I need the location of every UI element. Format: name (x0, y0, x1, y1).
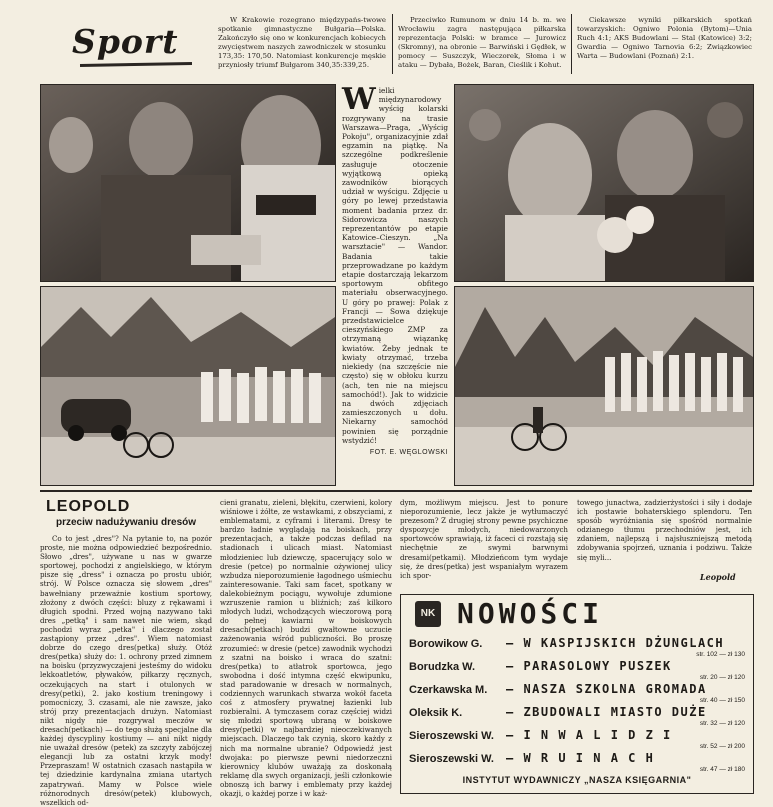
book-price: str. 47 — zł 180 (699, 766, 745, 773)
leopold-subtitle: przeciw nadużywaniu dresów (56, 517, 197, 528)
book-author: Sieroszewski W. (409, 753, 494, 765)
race-car-crowd-photo (40, 286, 336, 486)
women-flowers-photo (454, 84, 754, 282)
ad-heading: NOWOŚCI (457, 597, 604, 630)
book-title: — W R U I N A C H (506, 751, 655, 765)
publisher-logo-text: NK (420, 608, 436, 619)
book-author: Sieroszewski W. (409, 730, 494, 742)
race-crowd-photo (454, 286, 754, 486)
news-item-gymnastics: W Krakowie rozegrano międzypańs-twowe spotkanie gimnastyczne Bułgaria—Polska. Zakończyło się ono w konkurencjach kobiecych zwycięstwem naszych zawodniczek w stosunku 173,35: 170,50. Natomiast konkurencje męskie przyniosły triumf Bułgarom 340,35:339,25. (218, 16, 386, 69)
leopold-title: LEOPOLD (46, 498, 131, 515)
book-title: — I N W A L I D Z I (506, 728, 672, 742)
publisher-name: INSTYTUT WYDAWNICZY „NASZA KSIĘGARNIA" (462, 775, 692, 785)
news-item-football-results: Ciekawsze wyniki piłkarskich spotkań towarzyskich: Ogniwo Polonia (Bytom)—Unia Ruch 4:1; AKS Budowlani — Stal (Katowice) 3:2; Gwardia — Ogniwo Tarnovia 6:2; Związkowiec Warta — Budowlani (Poznań) 2:1. (577, 16, 752, 60)
cyclist-image (41, 85, 335, 281)
leopold-column-3: dym, możliwym miejscu. Jest to ponure nieporozumienie, lecz jakże je wytłumaczyć prezesom? Z drugiej strony pewne psychiczne dyspozycje młodych, niedowarzonych sportowców sprawiają, iż faceci ci rozstają się niechętnie ze swymi barwnymi dresami(petkami). Młodzieńcom tym wydaje się, że dres(petka) jest wspaniałym wyrazem ich spor- (400, 498, 568, 580)
section-divider (40, 490, 752, 492)
sport-logo-underline (80, 62, 192, 67)
leopold-column-2: cieni granatu, zieleni, błękitu, czerwieni, kolory wiśniowe i żółte, ze wstawkami, z obszyciami, z emblematami, z cyframi i literami. Dresy te bardzo ładnie wyglądają na boiskach, przy prezentacjach, a także podczas defilad na stadionach i ulicach miast. Natomiast młodzieniec lub dziewczę, spacerujący solo w dresie (petce) po normalnie ożywionej ulicy wzbudza nieporozumienie łagodnego uśmiechu zainteresowanie. Taki sam facet, spotkany w dalekobieżnym pociągu, wywołuje zdumione wzruszenie ramion u bliźnich; zaś kilkoro młodych ludzi, wchodzących wieczorową porą do pełnej kawiarni w boiskowych dresach(petkach) budzi gwałtowne uczucie zażenowania wśród publiczności. Bo proszę zrozumieć: w dresie (petce) zawodnik wychodzi z szatni na boisko i wraca do szatni: dres(petka) to atłatrok sportowca, jego swobodna i dość intymna część ekwipunku, stad paradowanie w dresach w normalnych, codziennych warunkach stwarza wokół faceta coś z atmosfery prywatnej łazienki lub rozbieralni. A tymczasem coraz częściej widzi się młodzi sportową ubraną w boiskowe dresy(petki) w najbardziej nieoczekiwanych miejscach. Dlaczego tak czynią, skoro każdy z nich ma normalne ubranie? Odpowiedź jest dwojaka: po pierwsze pewni niedorzeczni kierownicy klubów uważają za doskonałą reklamę dla swych organizacji, jeśli członkowie obnoszą ich barwy i emblematy przy każdej okazji, o każdej porze i w każ- (220, 498, 392, 798)
book-author: Borowikow G. (409, 638, 483, 650)
book-advertisement (400, 594, 754, 794)
wyscig-body: ielki międzynarodowy wyścig kolarski rozgrywany na trasie Warszawa—Praga, „Wyścig Pokoju", organizacyjnie zdał egzamin na piątkę. Na szczególne podkreślenie zasługuje otoczenie wyjątkową opieką zawodników biorących udział w wyścigu. Zdjęcie u góry po lewej przedstawia moment badania przez dr. Sidorowicza naszych reprezentantów po etapie Katowice–Cieszyn. „Na warsztacie" — Wandor. Badania takie przeprowadzane po każdym etapie dostarczają lekarzom sportowym obfitego materiału obserwacyjnego. U góry po prawej: Polak z Francji — Sowa dziękuje przedstawicielce cieszyńskiego ZMP za otrzymaną wiązankę kwiatów. Żeby jednak te kwiaty otrzymać, trzeba niekiedy (na szczęście nie często) się w obłoku kurzu (ach, ten nie na miejscu samochód!). Jak to widzicie na dwóch zdjęciach zamieszczonych u dołu. Niekarny samochód powinien się porządnie wstydzić! (342, 86, 448, 445)
book-title: — W KASPIJSKICH DŻUNGLACH (506, 636, 725, 650)
wyscig-article-text (342, 82, 448, 445)
book-title: — NASZA SZKOLNA GROMADA (506, 682, 707, 696)
publisher-logo (415, 601, 441, 627)
column-divider (571, 14, 572, 74)
wyscig-dropcap: W (342, 82, 376, 117)
book-author: Borudzka W. (409, 661, 476, 673)
photo-credit: FOT. E. WĘGLOWSKI (369, 448, 448, 456)
race-car-crowd-image (41, 287, 335, 485)
book-author: Oleksik K. (409, 707, 463, 719)
book-title: — PARASOLOWY PUSZEK (506, 659, 672, 673)
book-price: str. 40 — zł 150 (699, 697, 745, 704)
book-list (409, 633, 745, 771)
wyscig-article (342, 82, 448, 456)
leopold-signature: Leopold (700, 572, 736, 582)
book-price: str. 102 — zł 130 (696, 651, 745, 658)
book-author: Czerkawska M. (409, 684, 488, 696)
women-flowers-image (455, 85, 753, 281)
book-row (409, 748, 745, 776)
column-divider (392, 14, 393, 74)
book-price: str. 32 — zł 120 (699, 720, 745, 727)
news-item-football-team: Przeciwko Rumunom w dniu 14 b. m. we Wrocławiu zagra następująca piłkarska reprezentacja Polski: w bramce — Jurowicz (Skromny), na obronie — Barwiński i Gędłek, w pomocy — Suszczyk, Wieczorek, Słoma i w ataku — Dybała, Bożek, Baran, Cieślik i Kohut. (398, 16, 566, 69)
leopold-column-4: towego junactwa, zadzierżystości i siły i dodaje ich postawie bohaterskiego splendoru. Ten sposób wyróżniania się spośród normalnie odzianego tłumu przechodniów jest, ich zdaniem, najlepszą i najsłuszniejszą metodą zdobywania spojrzeń, uznania i podziwu. Także się myli... (577, 498, 752, 562)
book-price: str. 52 — zł 200 (699, 743, 745, 750)
book-price: str. 20 — zł 120 (699, 674, 745, 681)
book-title: — ZBUDOWALI MIASTO DUŻE (506, 705, 707, 719)
race-crowd-image (455, 287, 753, 485)
sport-logo: Sport (72, 22, 179, 61)
cyclist-photo (40, 84, 336, 282)
leopold-column-1: Co to jest „dres"? Na pytanie to, na pozór proste, nie można odpowiedzieć bezpośrednio. Słowo „dres", używane u nas w gwarze sportowej, pochodzi z angielskiego, w którym pisze się „dress" i oznacza po prostu ubiór, strój. W Polsce oznacza się słowem „dres" bawełniany przeważnie kostium sportowy, złożony z dwóch części: bluzy z rękawami i długich spodni. Przed wojną nazywano taki dres „petką" i sam nawet nie wiem, skąd pochodzi wyraz „petka" i dlaczego został zastąpiony przez „dres". Wiem natomiast dobrze do czego dres(petka) służy. Otóż dres(petka) służy do: 1. ochrony przed zimnem na boisku (przyzwyczajeni jesteśmy do widoku lekkoatletów, pływaków, piłkarzy ręcznych, oczekujących na start i otulonych w dresy(petki), 2. jako kostium treningowy i pomocniczy, 3. czasami, ale nie zawsze, jako strój przy prezentacjach drużyn. Natomiast nikt nigdy nie rozgrywał meczów w dresach(petkach) — do tego służą specjalne dla każdej dyscypliny kostiumy — ani nikt nigdy nie uważał dresów (petek) za szczyty zabójczej elegancji lub za ostatni krzyk mody! Przepraszam! W ostatnich czasach nastąpiła w tej dziedzinie kardynalna zmiana utartych zapatrywań. Mamy w Polsce wiele różnorodnych dresów(petek) klubowych, wszelkich od- (40, 534, 212, 807)
